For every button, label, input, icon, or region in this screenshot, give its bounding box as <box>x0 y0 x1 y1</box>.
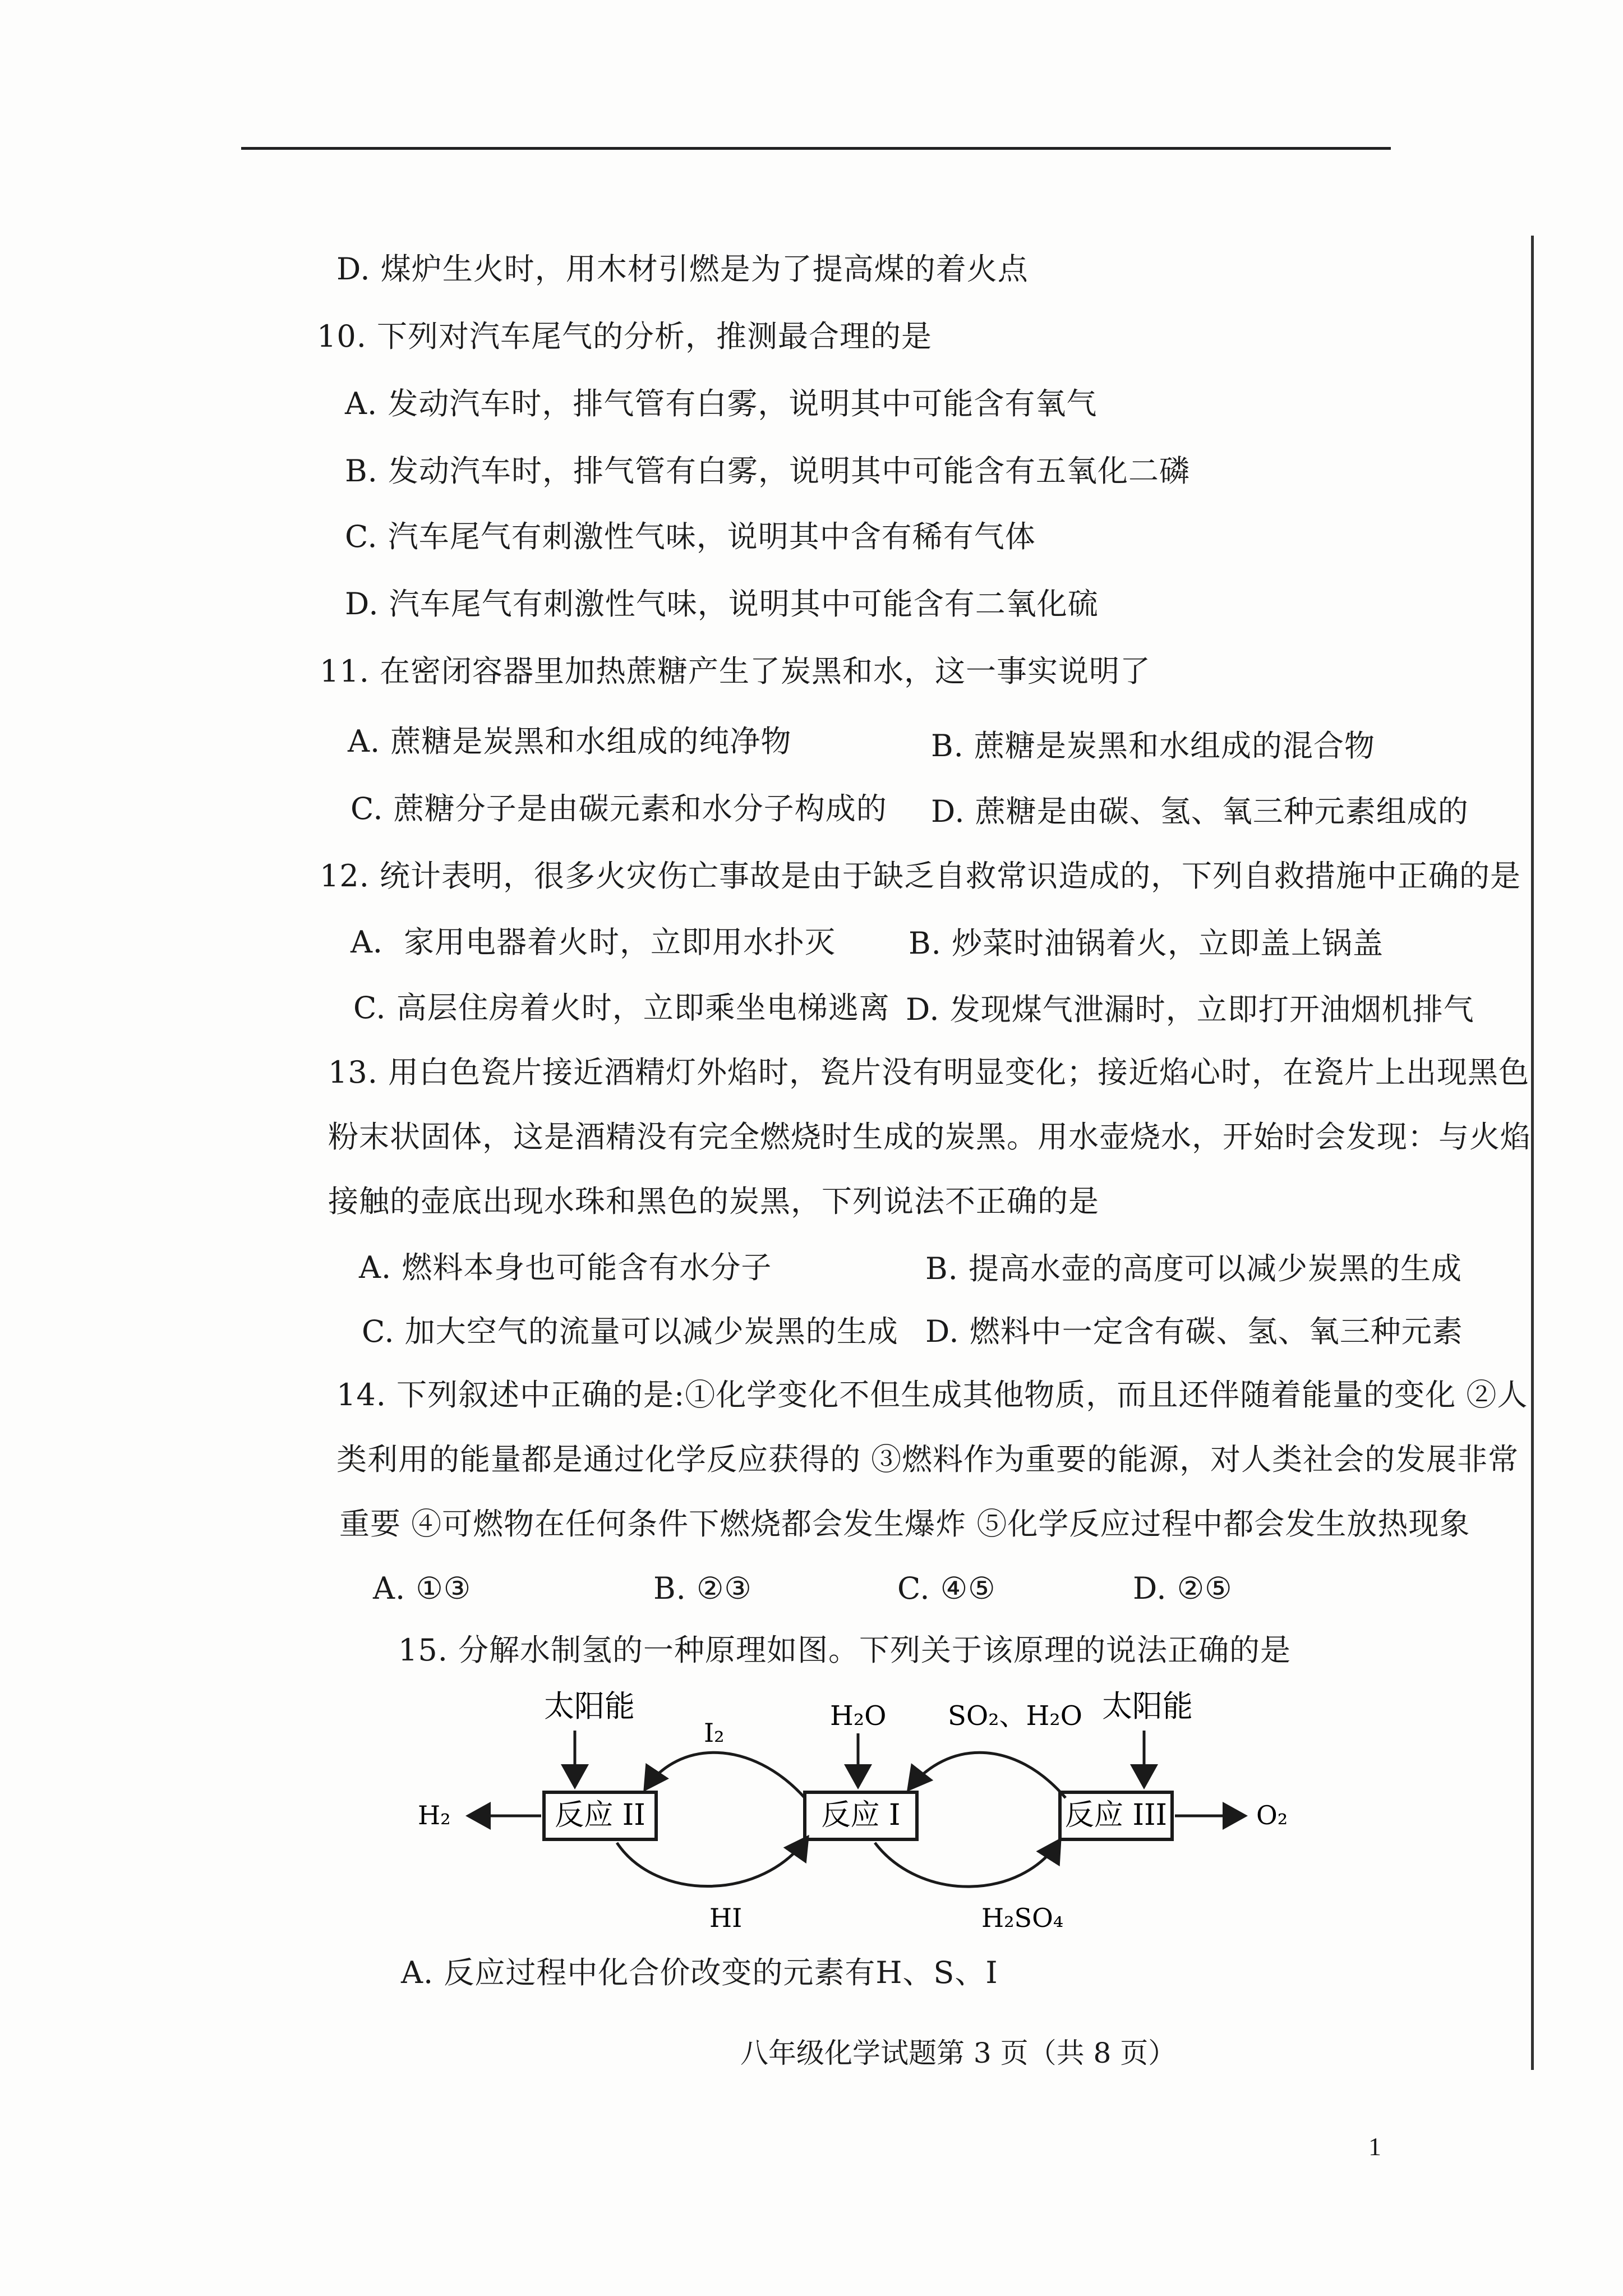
q10-option-b: B. 发动汽车时，排气管有白雾，说明其中可能含有五氧化二磷 <box>345 453 1191 489</box>
q12-option-d: D. 发现煤气泄漏时，立即打开油烟机排气 <box>906 992 1474 1027</box>
q12-option-b: B. 炒菜时油锅着火，立即盖上锅盖 <box>909 926 1384 961</box>
o2-output-label: O₂ <box>1256 1800 1288 1830</box>
so2-h2o-label: SO₂、H₂O <box>948 1700 1082 1732</box>
q12-stem: 12. 统计表明，很多火灾伤亡事故是由于缺乏自救常识造成的，下列自救措施中正确的是 <box>320 858 1521 894</box>
q11-option-d: D. 蔗糖是由碳、氢、氧三种元素组成的 <box>931 794 1469 829</box>
q13-option-d: D. 燃料中一定含有碳、氢、氧三种元素 <box>925 1314 1463 1349</box>
q11-option-a: A. 蔗糖是炭黑和水组成的纯净物 <box>348 724 792 759</box>
h2-output-label: H₂ <box>418 1800 451 1830</box>
h2so4-flow-arrow <box>875 1840 1060 1887</box>
hi-label: HI <box>709 1903 743 1933</box>
q11-option-c: C. 蔗糖分子是由碳元素和水分子构成的 <box>351 791 887 826</box>
binding-line <box>1531 236 1534 2070</box>
q14-option-c: C. ④⑤ <box>897 1571 996 1606</box>
q13-stem-line2: 粉末状固体，这是酒精没有完全燃烧时生成的炭黑。用水壶烧水，开始时会发现：与火焰 <box>328 1119 1531 1154</box>
q9-option-d: D. 煤炉生火时，用木材引燃是为了提高煤的着火点 <box>336 251 1029 287</box>
page-number: 1 <box>1368 2132 1381 2161</box>
q14-option-b: B. ②③ <box>653 1571 752 1606</box>
h2so4-label: H₂SO₄ <box>981 1903 1064 1933</box>
q13-option-c: C. 加大空气的流量可以减少炭黑的生成 <box>362 1314 898 1349</box>
q14-stem-line1: 14. 下列叙述中正确的是:①化学变化不但生成其他物质，而且还伴随着能量的变化 ②人 <box>336 1377 1528 1412</box>
q10-option-d: D. 汽车尾气有刺激性气味，说明其中可能含有二氧化硫 <box>345 586 1099 622</box>
q13-option-a: A. 燃料本身也可能含有水分子 <box>359 1250 772 1285</box>
reaction-3-label: 反应 III <box>1064 1798 1168 1832</box>
q14-option-d: D. ②⑤ <box>1133 1571 1233 1606</box>
q11-stem: 11. 在密闭容器里加热蔗糖产生了炭黑和水，这一事实说明了 <box>320 654 1151 689</box>
reaction-2-label: 反应 II <box>555 1798 645 1832</box>
sunlight-right-label: 太阳能 <box>1102 1688 1193 1724</box>
hi-flow-arrow <box>617 1837 808 1887</box>
page-footer-caption: 八年级化学试题第 3 页（共 8 页） <box>740 2037 1177 2069</box>
q10-stem: 10. 下列对汽车尾气的分析，推测最合理的是 <box>317 319 933 354</box>
q14-stem-line3: 重要 ④可燃物在任何条件下燃烧都会发生爆炸 ⑤化学反应过程中都会发生放热现象 <box>339 1506 1470 1542</box>
q12-option-a: A．家用电器着火时，立即用水扑灭 <box>351 924 836 960</box>
q14-option-a: A. ①③ <box>373 1571 472 1606</box>
q10-option-c: C. 汽车尾气有刺激性气味，说明其中含有稀有气体 <box>345 519 1036 554</box>
i2-flow-arrow <box>645 1752 805 1798</box>
q13-stem-line1: 13. 用白色瓷片接近酒精灯外焰时，瓷片没有明显变化；接近焰心时，在瓷片上出现黑色 <box>328 1055 1530 1090</box>
q13-option-b: B. 提高水壶的高度可以减少炭黑的生成 <box>925 1251 1463 1286</box>
water-splitting-diagram <box>393 1677 1318 1980</box>
reaction-1-label: 反应 I <box>821 1798 901 1832</box>
q11-option-b: B. 蔗糖是炭黑和水组成的混合物 <box>931 728 1376 763</box>
q12-option-c: C. 高层住房着火时，立即乘坐电梯逃离 <box>353 990 890 1025</box>
q14-stem-line2: 类利用的能量都是通过化学反应获得的 ③燃料作为重要的能源，对人类社会的发展非常 <box>336 1442 1519 1477</box>
sunlight-left-label: 太阳能 <box>544 1688 635 1724</box>
q13-stem-line3: 接触的壶底出现水珠和黑色的炭黑，下列说法不正确的是 <box>328 1184 1099 1219</box>
q10-option-a: A. 发动汽车时，排气管有白雾，说明其中可能含有氧气 <box>345 386 1098 421</box>
q15-stem: 15. 分解水制氢的一种原理如图。下列关于该原理的说法正确的是 <box>398 1632 1292 1668</box>
i2-label: I₂ <box>704 1718 725 1748</box>
so2-h2o-flow-arrow <box>909 1752 1066 1798</box>
top-divider <box>241 147 1391 150</box>
q15-option-a: A. 反应过程中化合价改变的元素有H、S、I <box>401 1955 998 1990</box>
h2o-input-label: H₂O <box>830 1700 887 1732</box>
